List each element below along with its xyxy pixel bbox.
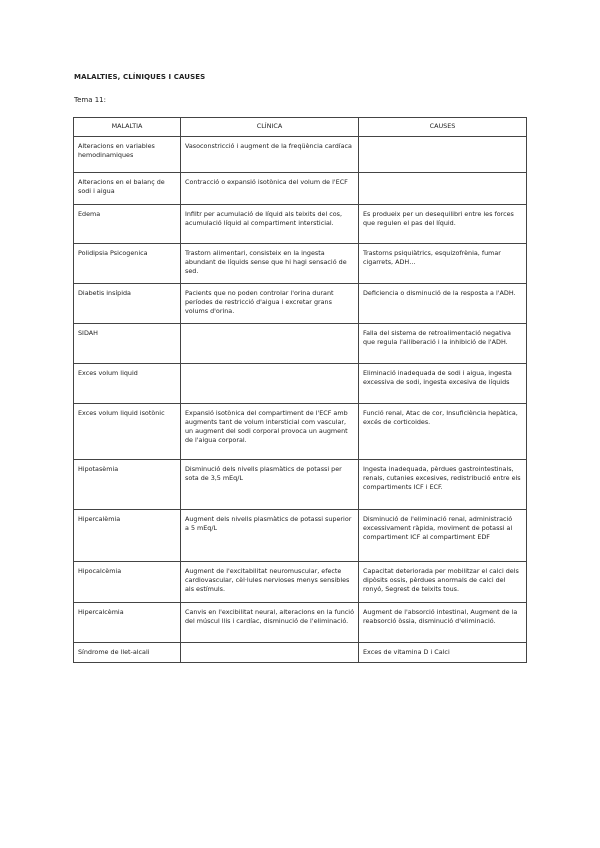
table-row bbox=[74, 244, 527, 284]
cell-malaltia: Alteracions en variables hemodinamiques bbox=[74, 137, 181, 173]
cell-causes: Augment de l'absorció intestinal, Augment de la reabsorció òssia, disminució d'eliminació. bbox=[359, 603, 527, 643]
cell-clinica bbox=[181, 364, 359, 404]
cell-clinica: Augment de l'excitabilitat neuromuscular, efecte cardiovascular, cèl·lules nervioses menys sensibles als estímuls. bbox=[181, 562, 359, 603]
table-row bbox=[74, 205, 527, 244]
cell-clinica: Canvis en l'excibilitat neural, alteracions en la funció del múscul llis i cardíac, disminució de l'eliminació. bbox=[181, 603, 359, 643]
cell-clinica: Pacients que no poden controlar l'orina durant períodes de restricció d'aigua i excretar grans volums d'orina. bbox=[181, 284, 359, 324]
cell-clinica: Trastorn alimentari, consisteix en la ingesta abundant de líquids sense que hi hagi sensació de sed. bbox=[181, 244, 359, 284]
cell-clinica bbox=[181, 324, 359, 364]
cell-clinica: Contracció o expansió isotònica del volum de l'ECF bbox=[181, 173, 359, 205]
cell-malaltia: Diabetis insípida bbox=[74, 284, 181, 324]
table-row bbox=[74, 284, 527, 324]
header-malaltia: MALALTIA bbox=[74, 118, 181, 137]
cell-clinica: Vasoconstricció i augment de la freqüència cardíaca bbox=[181, 137, 359, 173]
table-row bbox=[74, 173, 527, 205]
cell-causes: Falla del sistema de retroalimentació negativa que regula l'alliberació i la inhibició de l'ADH. bbox=[359, 324, 527, 364]
header-causes: CAUSES bbox=[359, 118, 527, 137]
table-row bbox=[74, 510, 527, 562]
cell-malaltia: Alteracions en el balanç de sodi i aigua bbox=[74, 173, 181, 205]
table-row bbox=[74, 404, 527, 460]
cell-malaltia: Hipocalcèmia bbox=[74, 562, 181, 603]
cell-causes: Eliminació inadequada de sodi i aigua, ingesta excessiva de sodi, ingesta excesiva de líquids bbox=[359, 364, 527, 404]
cell-clinica bbox=[181, 643, 359, 663]
table-row bbox=[74, 324, 527, 364]
table-row bbox=[74, 460, 527, 510]
table-row bbox=[74, 603, 527, 643]
cell-malaltia: Polidipsia Psicogenica bbox=[74, 244, 181, 284]
table-row bbox=[74, 643, 527, 663]
cell-clinica: Disminució dels nivells plasmàtics de potassi per sota de 3,5 mEq/L bbox=[181, 460, 359, 510]
cell-causes: Deficiencia o disminució de la resposta a l'ADH. bbox=[359, 284, 527, 324]
cell-malaltia: SIDAH bbox=[74, 324, 181, 364]
cell-causes bbox=[359, 173, 527, 205]
cell-malaltia: Exces volum liquid isotònic bbox=[74, 404, 181, 460]
table-row bbox=[74, 364, 527, 404]
cell-malaltia: Exces volum liquid bbox=[74, 364, 181, 404]
cell-causes bbox=[359, 137, 527, 173]
table-row bbox=[74, 137, 527, 173]
cell-causes: Funció renal, Atac de cor, Insuficiència hepàtica, excés de corticoides. bbox=[359, 404, 527, 460]
cell-malaltia: Hipotasèmia bbox=[74, 460, 181, 510]
header-clinica: CLÍNICA bbox=[181, 118, 359, 137]
cell-causes: Ingesta inadequada, pèrdues gastrointestinals, renals, cutanies excesives, redistribució entre els compartiments ICF i ECF. bbox=[359, 460, 527, 510]
cell-malaltia: Edema bbox=[74, 205, 181, 244]
cell-clinica: Expansió isotònica del compartiment de l'ECF amb augments tant de volum intersticial com vascular, un augment del sodi corporal provoca un augment de l'aigua corporal. bbox=[181, 404, 359, 460]
table-row bbox=[74, 562, 527, 603]
cell-malaltia: Hipercalèmia bbox=[74, 510, 181, 562]
disease-table bbox=[73, 117, 527, 663]
cell-malaltia: Síndrome de llet-alcali bbox=[74, 643, 181, 663]
cell-causes: Es produeix per un desequilibri entre les forces que regulen el pas del líquid. bbox=[359, 205, 527, 244]
cell-clinica: Infiltr per acumulació de líquid als teixits del cos, acumulació líquid al compartiment intersticial. bbox=[181, 205, 359, 244]
table-header-row bbox=[74, 118, 527, 137]
subtitle: Tema 11: bbox=[74, 96, 106, 104]
cell-malaltia: Hipercalcèmia bbox=[74, 603, 181, 643]
cell-causes: Disminució de l'eliminació renal, administració excessivament ràpida, moviment de potassi al compartiment ICF al compartiment EDF bbox=[359, 510, 527, 562]
cell-clinica: Augment dels nivells plasmàtics de potassi superior a 5 mEq/L bbox=[181, 510, 359, 562]
cell-causes: Trastorns psiquiàtrics, esquizofrènia, fumar cigarrets, ADH… bbox=[359, 244, 527, 284]
page-title: MALALTIES, CLÍNIQUES I CAUSES bbox=[74, 73, 206, 81]
cell-causes: Exces de vitamina D i Calci bbox=[359, 643, 527, 663]
cell-causes: Capacitat deteriorada per mobilitzar el calci dels dipòsits ossis, pèrdues anormals de calci del ronyó, Segrest de teixits tous. bbox=[359, 562, 527, 603]
